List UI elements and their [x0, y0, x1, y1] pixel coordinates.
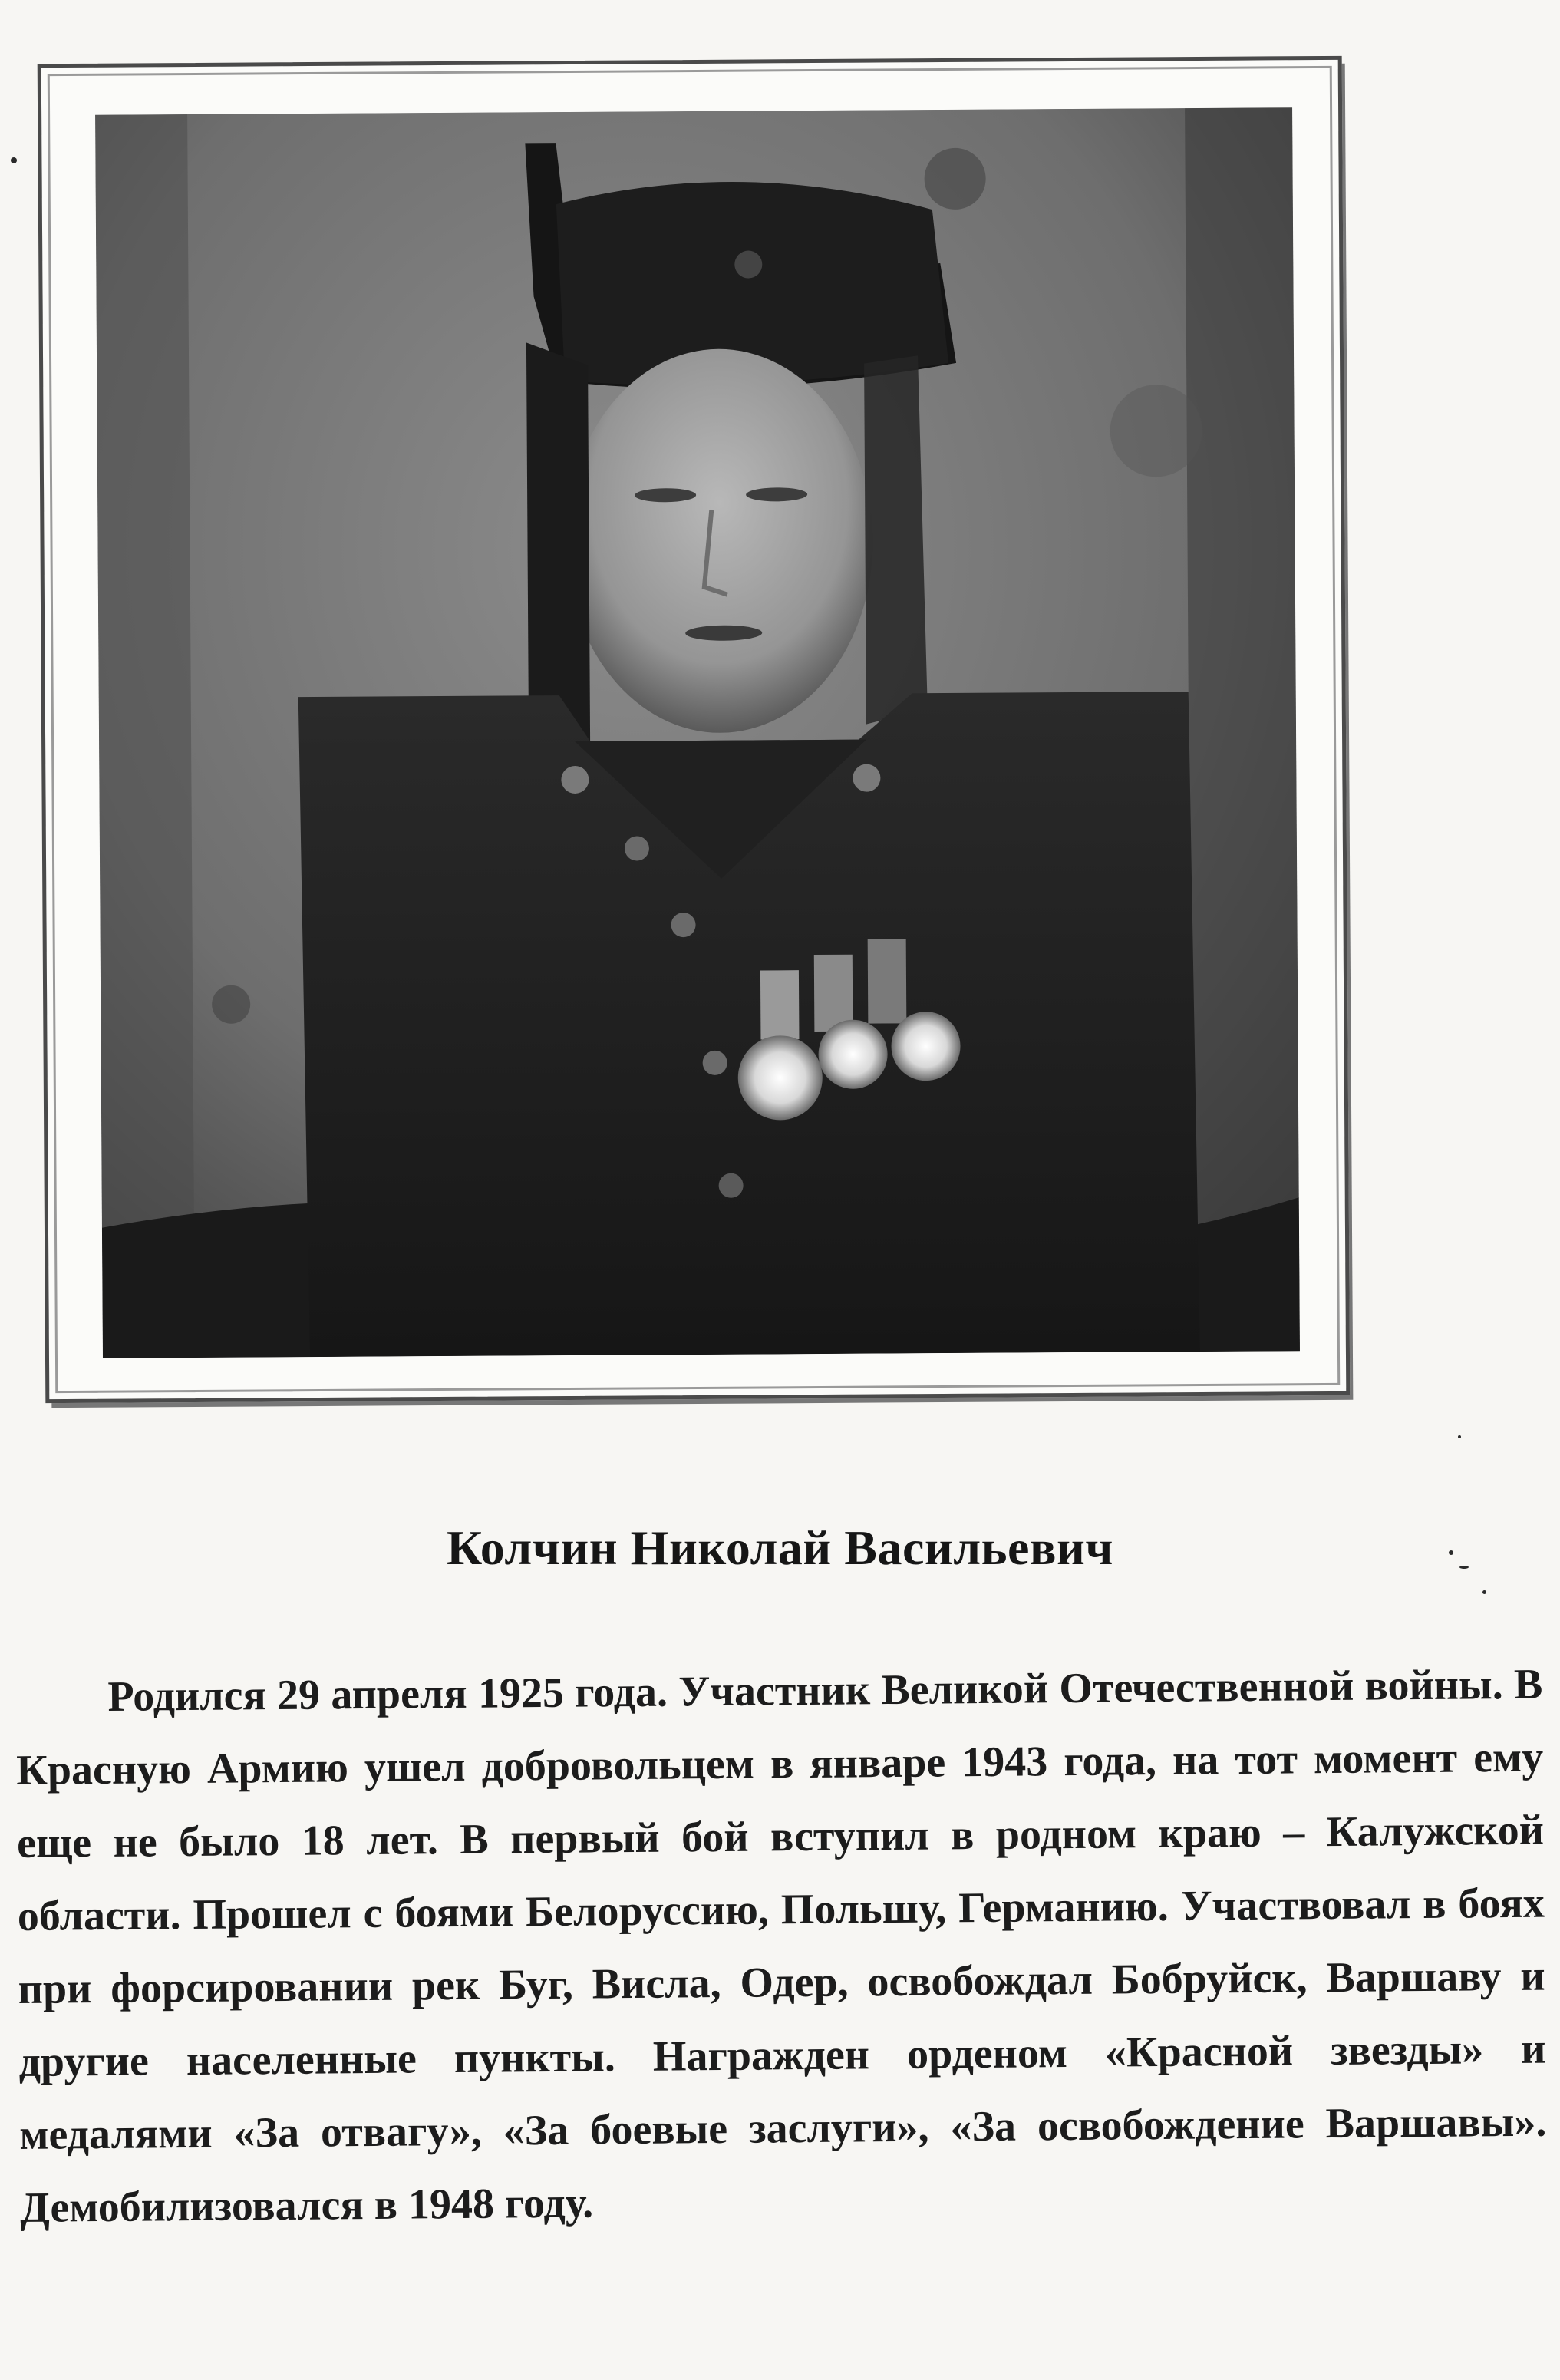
portrait-photo [95, 107, 1300, 1358]
scan-speck [1482, 1590, 1486, 1594]
photo-frame [38, 56, 1351, 1403]
person-name: Колчин Николай Васильевич [447, 1520, 1113, 1575]
scan-speck [1458, 1435, 1461, 1438]
biography-text: Родился 29 апреля 1925 года. Участник Великой Отечественной войны. В Красную Армию ушел добровольцем в январе 1943 года, на тот момент ему еще не было 18 лет. В первый бой вступил в родном краю – Калужской области. Прошел с боями Белоруссию, Польшу, Германию. Участвовал в боях при форсировании рек Буг, Висла, Одер, освобождал Бобруйск, Варшаву и другие населенные пункты. Награжден орденом «Красной звезды» и медалями «За отвагу», «За боевые заслуги», «За освобождение Варшавы». Демобилизовался в 1948 году. [15, 1660, 1547, 2232]
scan-speck [11, 157, 17, 163]
